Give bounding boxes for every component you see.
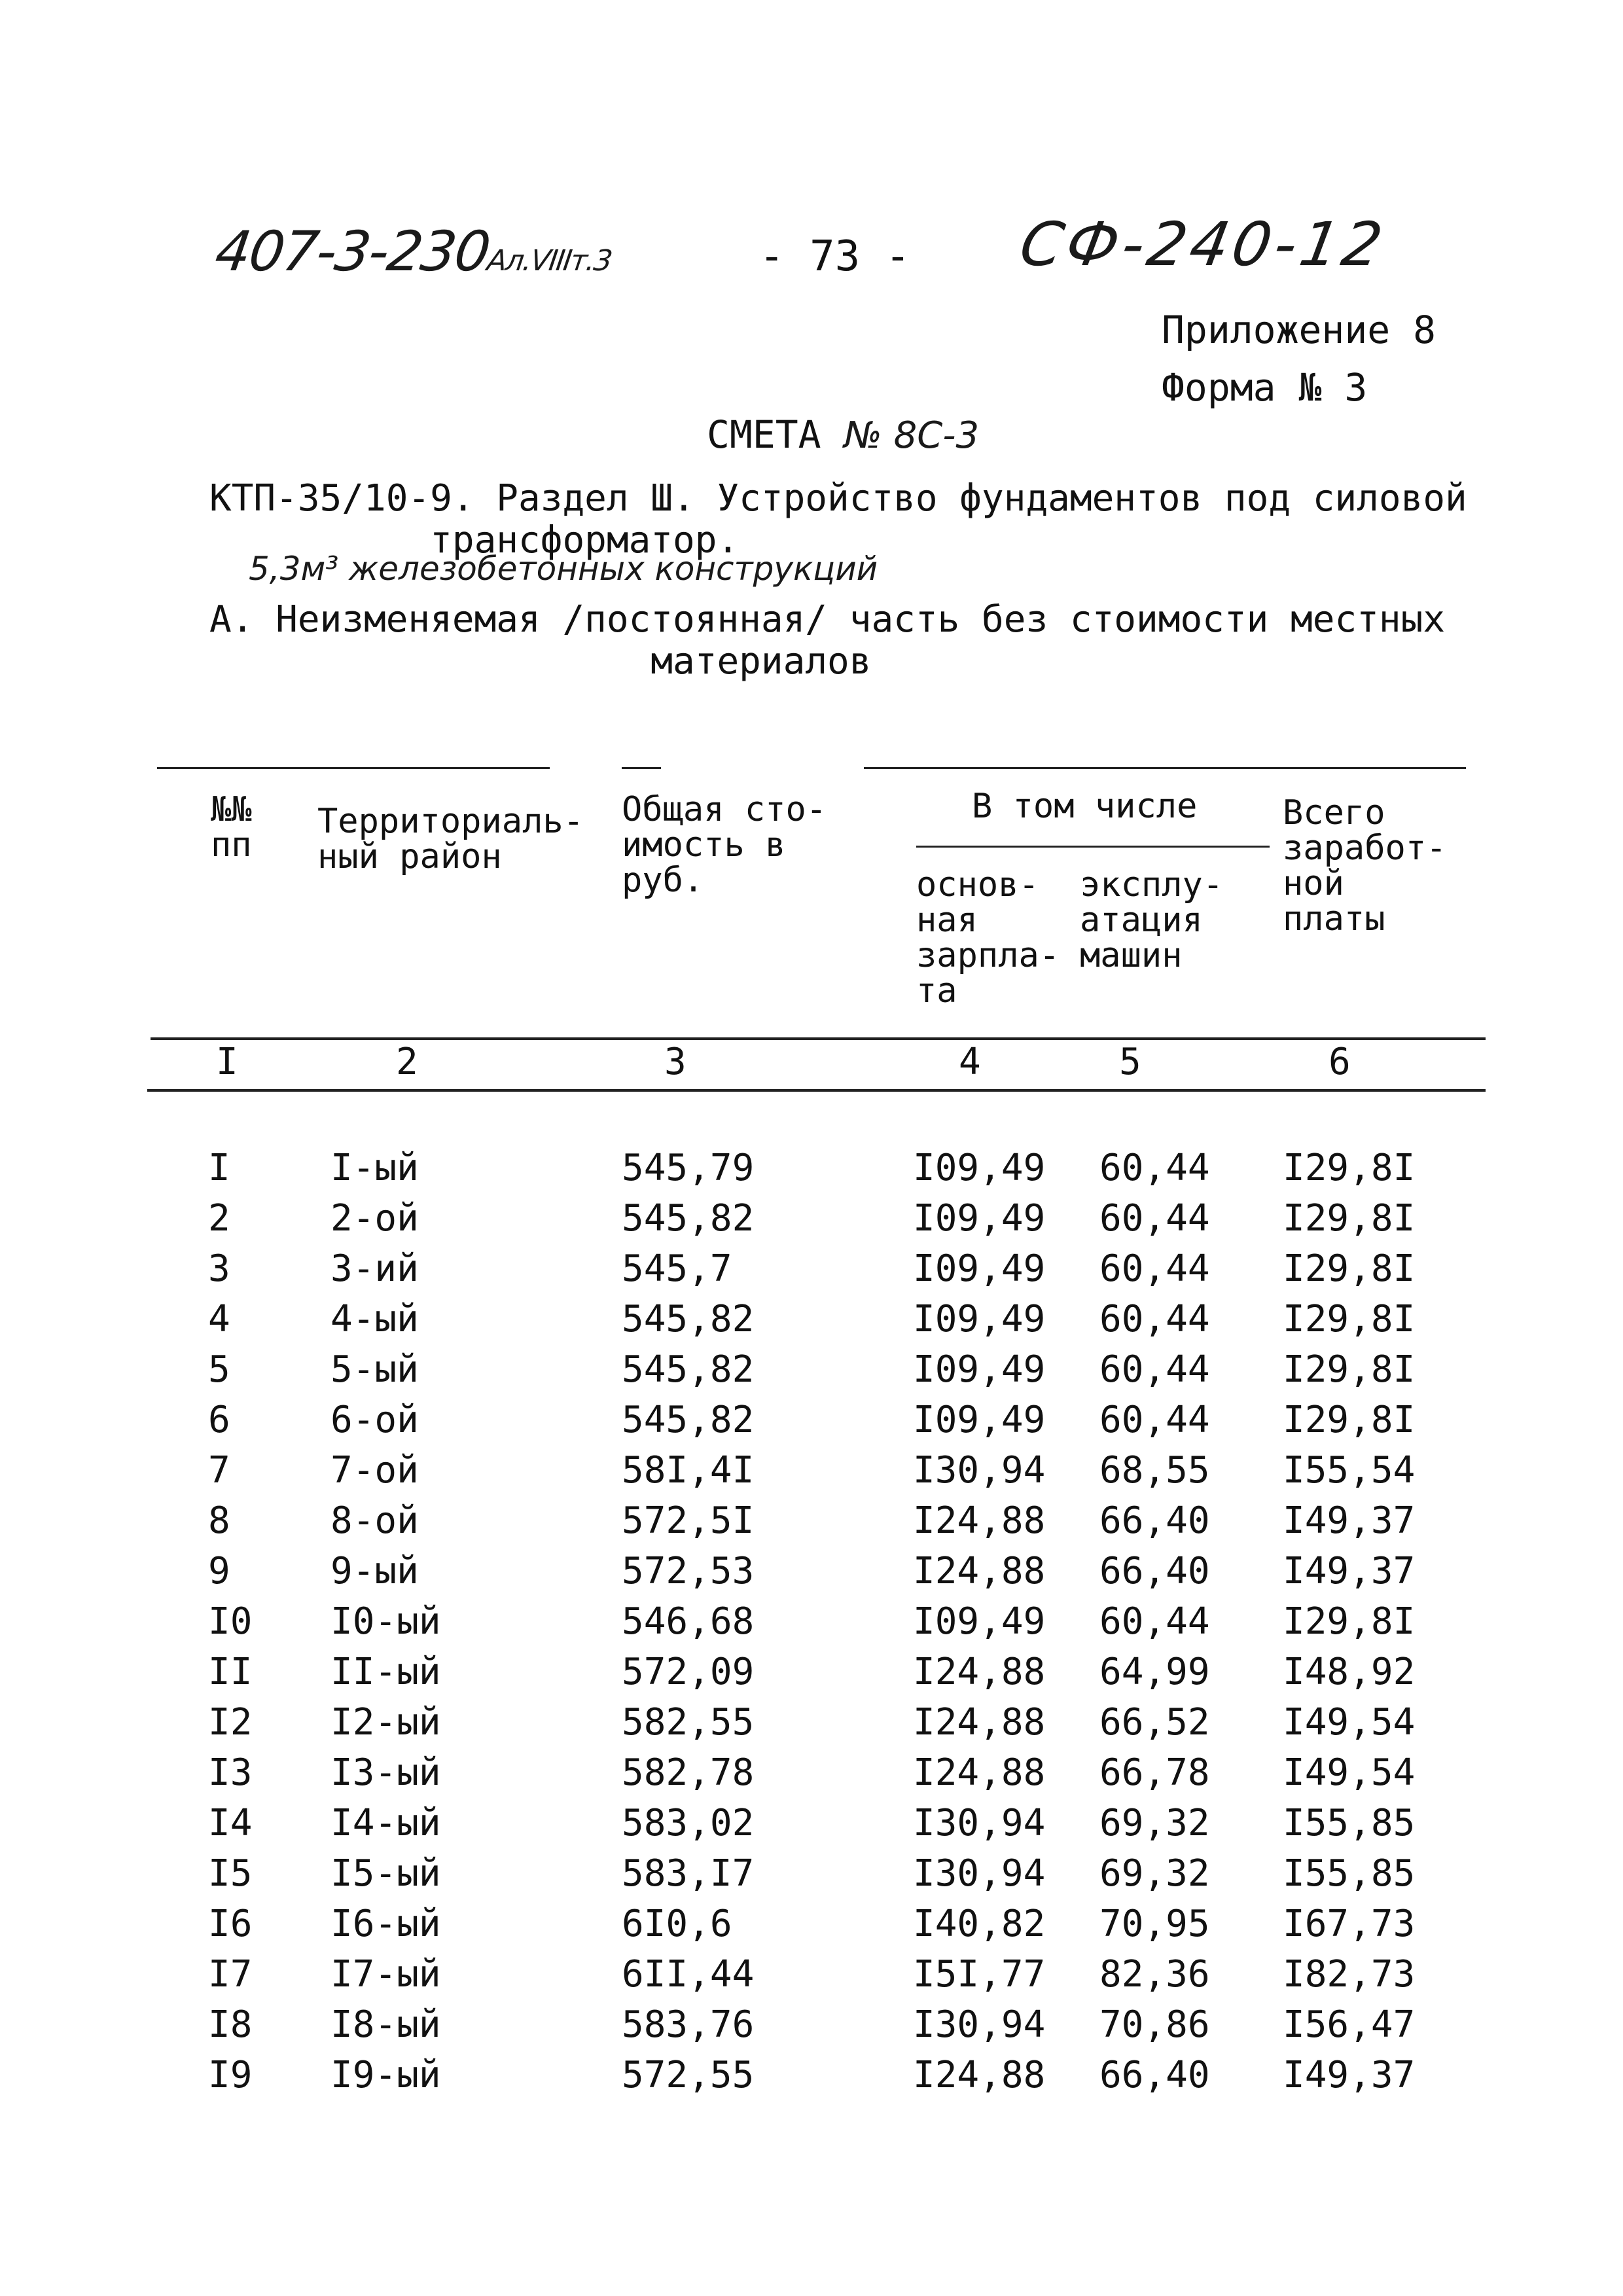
- total-wage-cell: I82,73: [1283, 1953, 1416, 1996]
- appendix-line: Приложение 8: [1162, 308, 1436, 352]
- header-total-cost: Общая сто- имость в руб.: [622, 790, 827, 900]
- total-cost-cell: 572,09: [622, 1651, 755, 1693]
- row-number: 5: [208, 1348, 230, 1391]
- row-number: I5: [208, 1852, 253, 1895]
- region-cell: 2-ой: [330, 1197, 419, 1240]
- machines-cell: 69,32: [1099, 1802, 1210, 1844]
- basic-wage-cell: I09,49: [913, 1147, 1046, 1189]
- header-group: В том числе: [972, 787, 1198, 826]
- region-cell: 6-ой: [330, 1399, 419, 1441]
- machines-cell: 66,40: [1099, 2054, 1210, 2096]
- total-cost-cell: 545,82: [622, 1197, 755, 1240]
- row-number: I4: [208, 1802, 253, 1844]
- estimate-title: [707, 412, 979, 457]
- part-title: А. Неизменяемая /постоянная/ часть без стоимости местных материалов: [209, 598, 1446, 683]
- machines-cell: 66,78: [1099, 1751, 1210, 1794]
- header-bottom-rule: [151, 1037, 1486, 1040]
- column-number-rule: [147, 1089, 1486, 1092]
- basic-wage-cell: I09,49: [913, 1298, 1046, 1340]
- region-cell: I6-ый: [330, 1903, 441, 1945]
- total-wage-cell: I49,54: [1283, 1751, 1416, 1794]
- machines-cell: 60,44: [1099, 1348, 1210, 1391]
- total-cost-cell: 545,7: [622, 1247, 732, 1290]
- handwritten-note: 5,3м³ железобетонных конструкций: [249, 550, 878, 588]
- row-number: 6: [208, 1399, 230, 1441]
- total-cost-cell: 583,I7: [622, 1852, 755, 1895]
- total-cost-cell: 545,82: [622, 1399, 755, 1441]
- table-top-rule-right: [864, 767, 1466, 769]
- machines-cell: 82,36: [1099, 1953, 1210, 1996]
- basic-wage-cell: I09,49: [913, 1600, 1046, 1643]
- basic-wage-cell: I24,88: [913, 1751, 1046, 1794]
- basic-wage-cell: I09,49: [913, 1348, 1046, 1391]
- total-cost-cell: 583,02: [622, 1802, 755, 1844]
- row-number: I8: [208, 2003, 253, 2046]
- machines-cell: 70,95: [1099, 1903, 1210, 1945]
- region-cell: I2-ый: [330, 1701, 441, 1744]
- basic-wage-cell: I30,94: [913, 1852, 1046, 1895]
- region-cell: 9-ый: [330, 1550, 419, 1592]
- total-wage-cell: I29,8I: [1283, 1197, 1416, 1240]
- total-cost-cell: 572,5I: [622, 1499, 755, 1542]
- total-cost-cell: 58I,4I: [622, 1449, 755, 1492]
- region-cell: 3-ий: [330, 1247, 419, 1290]
- total-wage-cell: I56,47: [1283, 2003, 1416, 2046]
- basic-wage-cell: I40,82: [913, 1903, 1046, 1945]
- total-wage-cell: I55,85: [1283, 1852, 1416, 1895]
- total-wage-cell: I49,37: [1283, 2054, 1416, 2096]
- machines-cell: 60,44: [1099, 1298, 1210, 1340]
- total-cost-cell: 572,53: [622, 1550, 755, 1592]
- basic-wage-cell: I24,88: [913, 1701, 1046, 1744]
- total-cost-cell: 545,82: [622, 1298, 755, 1340]
- row-number: 3: [208, 1247, 230, 1290]
- total-wage-cell: I67,73: [1283, 1903, 1416, 1945]
- page-number: - 73 -: [759, 232, 911, 281]
- header-machines: эксплу- атация машин: [1080, 865, 1224, 975]
- region-cell: I-ый: [330, 1147, 419, 1189]
- column-number: I: [216, 1041, 238, 1083]
- document-code-main: 407-3-230: [211, 219, 493, 283]
- table-top-rule-mid: [622, 767, 661, 769]
- row-number: 8: [208, 1499, 230, 1542]
- basic-wage-cell: I24,88: [913, 1550, 1046, 1592]
- sheet-code: СФ-240-12: [1014, 209, 1391, 279]
- row-number: I: [208, 1147, 230, 1189]
- total-wage-cell: I55,85: [1283, 1802, 1416, 1844]
- row-number: II: [208, 1651, 253, 1693]
- column-number: 2: [396, 1041, 418, 1083]
- total-cost-cell: 582,78: [622, 1751, 755, 1794]
- region-cell: I9-ый: [330, 2054, 441, 2096]
- total-wage-cell: I49,37: [1283, 1550, 1416, 1592]
- machines-cell: 69,32: [1099, 1852, 1210, 1895]
- row-number: 9: [208, 1550, 230, 1592]
- estimate-label: СМЕТА: [707, 412, 821, 457]
- estimate-number: № 8С-3: [844, 414, 980, 457]
- form-line: Форма № 3: [1162, 365, 1368, 410]
- total-wage-cell: I48,92: [1283, 1651, 1416, 1693]
- column-number: 6: [1329, 1041, 1351, 1083]
- total-wage-cell: I29,8I: [1283, 1247, 1416, 1290]
- total-wage-cell: I29,8I: [1283, 1399, 1416, 1441]
- total-cost-cell: 546,68: [622, 1600, 755, 1643]
- region-cell: 4-ый: [330, 1298, 419, 1340]
- header-total-wage: Всего заработ- ной платы: [1283, 793, 1447, 939]
- machines-cell: 60,44: [1099, 1399, 1210, 1441]
- basic-wage-cell: I24,88: [913, 1651, 1046, 1693]
- total-wage-cell: I49,37: [1283, 1499, 1416, 1542]
- header-number: №№ пп: [211, 790, 252, 865]
- total-wage-cell: I29,8I: [1283, 1600, 1416, 1643]
- document-code: [211, 219, 616, 283]
- row-number: I6: [208, 1903, 253, 1945]
- total-wage-cell: I55,54: [1283, 1449, 1416, 1492]
- machines-cell: 60,44: [1099, 1197, 1210, 1240]
- total-cost-cell: 545,79: [622, 1147, 755, 1189]
- row-number: 7: [208, 1449, 230, 1492]
- total-cost-cell: 6II,44: [622, 1953, 755, 1996]
- column-number: 4: [959, 1041, 981, 1083]
- row-number: I7: [208, 1953, 253, 1996]
- total-cost-cell: 572,55: [622, 2054, 755, 2096]
- header-basic-wage: основ- ная зарпла- та: [916, 865, 1060, 1011]
- region-cell: I3-ый: [330, 1751, 441, 1794]
- total-cost-cell: 545,82: [622, 1348, 755, 1391]
- row-number: 2: [208, 1197, 230, 1240]
- basic-wage-cell: I30,94: [913, 1449, 1046, 1492]
- row-number: I9: [208, 2054, 253, 2096]
- row-number: I3: [208, 1751, 253, 1794]
- column-number: 5: [1119, 1041, 1141, 1083]
- basic-wage-cell: I30,94: [913, 2003, 1046, 2046]
- basic-wage-cell: I24,88: [913, 2054, 1046, 2096]
- total-cost-cell: 582,55: [622, 1701, 755, 1744]
- machines-cell: 66,40: [1099, 1499, 1210, 1542]
- machines-cell: 66,52: [1099, 1701, 1210, 1744]
- group-rule: [916, 846, 1270, 848]
- region-cell: I4-ый: [330, 1802, 441, 1844]
- region-cell: 5-ый: [330, 1348, 419, 1391]
- machines-cell: 70,86: [1099, 2003, 1210, 2046]
- total-wage-cell: I29,8I: [1283, 1147, 1416, 1189]
- machines-cell: 66,40: [1099, 1550, 1210, 1592]
- basic-wage-cell: I30,94: [913, 1802, 1046, 1844]
- machines-cell: 60,44: [1099, 1247, 1210, 1290]
- region-cell: 8-ой: [330, 1499, 419, 1542]
- region-cell: I8-ый: [330, 2003, 441, 2046]
- appendix-block: [1162, 301, 1436, 416]
- total-cost-cell: 583,76: [622, 2003, 755, 2046]
- total-wage-cell: I29,8I: [1283, 1298, 1416, 1340]
- header-region: Территориаль- ный район: [317, 802, 584, 876]
- document-code-sub: Ал.VIIIт.3: [485, 244, 614, 278]
- row-number: 4: [208, 1298, 230, 1340]
- region-cell: I0-ый: [330, 1600, 441, 1643]
- row-number: I0: [208, 1600, 253, 1643]
- basic-wage-cell: I24,88: [913, 1499, 1046, 1542]
- row-number: I2: [208, 1701, 253, 1744]
- total-wage-cell: I49,54: [1283, 1701, 1416, 1744]
- basic-wage-cell: I09,49: [913, 1399, 1046, 1441]
- basic-wage-cell: I09,49: [913, 1247, 1046, 1290]
- basic-wage-cell: I09,49: [913, 1197, 1046, 1240]
- section-title: КТП-35/10-9. Раздел Ш. Устройство фундаментов под силовой трансформатор.: [209, 477, 1467, 562]
- machines-cell: 60,44: [1099, 1147, 1210, 1189]
- region-cell: II-ый: [330, 1651, 441, 1693]
- region-cell: I5-ый: [330, 1852, 441, 1895]
- machines-cell: 64,99: [1099, 1651, 1210, 1693]
- table-top-rule: [157, 767, 550, 769]
- total-wage-cell: I29,8I: [1283, 1348, 1416, 1391]
- region-cell: 7-ой: [330, 1449, 419, 1492]
- column-number: 3: [664, 1041, 687, 1083]
- region-cell: I7-ый: [330, 1953, 441, 1996]
- machines-cell: 68,55: [1099, 1449, 1210, 1492]
- total-cost-cell: 6I0,6: [622, 1903, 732, 1945]
- machines-cell: 60,44: [1099, 1600, 1210, 1643]
- basic-wage-cell: I5I,77: [913, 1953, 1046, 1996]
